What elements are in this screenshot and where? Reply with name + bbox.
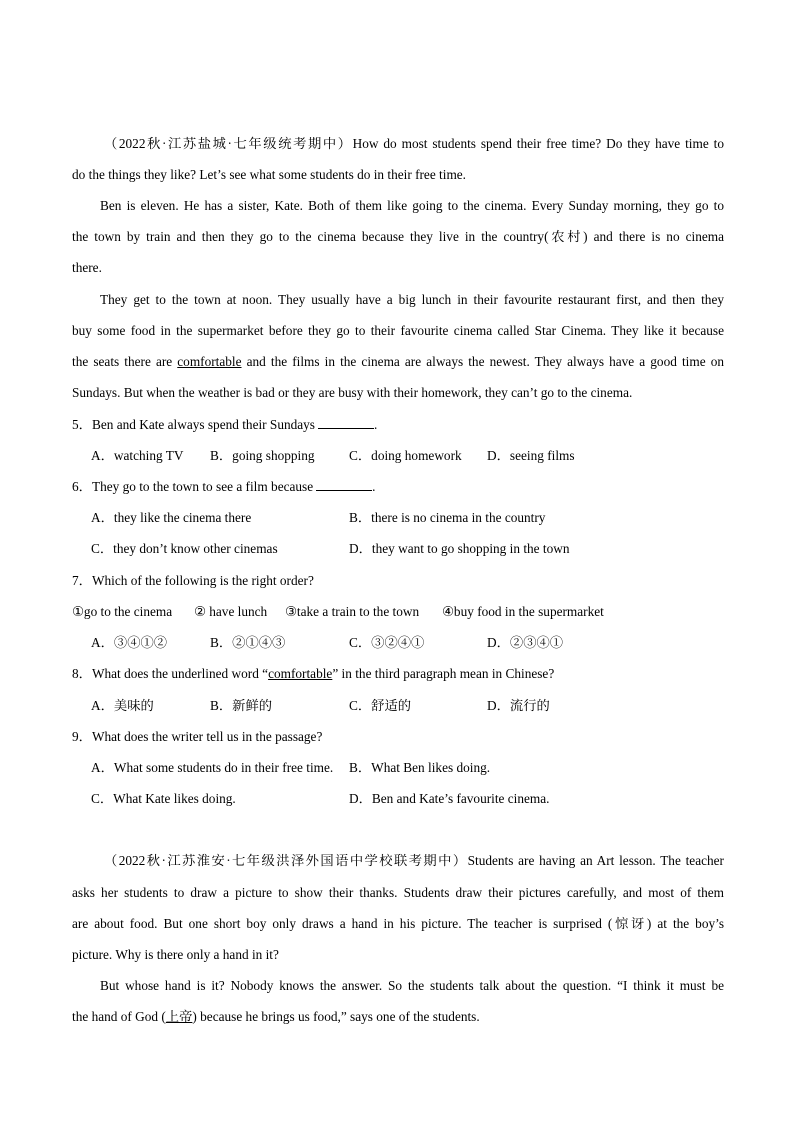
answer-blank (316, 479, 372, 491)
q5-option-a[interactable]: A．watching TV (91, 448, 184, 463)
passage1-line: do the things they like? Let’s see what some students do in their free time. (72, 167, 467, 182)
passage1-line: Sundays. But when the weather is bad or they are busy with their homework, they can’t go to the cinema. (72, 385, 633, 400)
q7-option-d[interactable]: D．②③④① (487, 635, 564, 650)
question-6: 6．They go to the town to see a film because . (72, 479, 376, 494)
q7-item: ④buy food in the supermarket (442, 604, 604, 619)
question-7: 7．Which of the following is the right order? (72, 573, 314, 588)
passage1-line: （2022秋·江苏盐城·七年级统考期中）How do most students spend their free time? Do they have time to (104, 136, 724, 151)
q7-item: ② have lunch (194, 604, 268, 619)
q5-option-c[interactable]: C．doing homework (349, 448, 462, 463)
q8-option-c[interactable]: C．舒适的 (349, 698, 412, 713)
question-5: 5．Ben and Kate always spend their Sundays . (72, 417, 378, 432)
underlined-word: 上帝 (165, 1009, 193, 1024)
q5-option-d[interactable]: D．seeing films (487, 448, 575, 463)
q7-item: ①go to the cinema (72, 604, 173, 619)
q7-option-c[interactable]: C．③②④① (349, 635, 425, 650)
passage1-line: Ben is eleven. He has a sister, Kate. Both of them like going to the cinema. Every Sunday morning, they go to (100, 198, 724, 213)
underlined-word: comfortable (268, 666, 333, 681)
q6-option-d[interactable]: D．they want to go shopping in the town (349, 541, 570, 556)
answer-blank (318, 417, 374, 429)
passage2-line: But whose hand is it? Nobody knows the answer. So the students talk about the question. “I think it must be (100, 978, 724, 993)
q6-option-a[interactable]: A．they like the cinema there (91, 510, 252, 525)
passage1-line: there. (72, 260, 102, 275)
question-8: 8．What does the underlined word “comfortable” in the third paragraph mean in Chinese? (72, 666, 555, 681)
q6-option-c[interactable]: C．they don’t know other cinemas (91, 541, 278, 556)
q9-option-a[interactable]: A．What some students do in their free time. (91, 760, 334, 775)
q9-option-c[interactable]: C．What Kate likes doing. (91, 791, 236, 806)
question-9: 9．What does the writer tell us in the passage? (72, 729, 323, 744)
q5-option-b[interactable]: B．going shopping (210, 448, 315, 463)
passage1-line: the seats there are comfortable and the films in the cinema are always the newest. They always have a good time on (72, 354, 724, 369)
q8-option-d[interactable]: D．流行的 (487, 698, 550, 713)
q8-option-a[interactable]: A．美味的 (91, 698, 154, 713)
underlined-word: comfortable (177, 354, 242, 369)
passage2-line: asks her students to draw a picture to show their thanks. Students draw their pictures carefully, and most of them (72, 885, 724, 900)
q7-option-a[interactable]: A．③④①② (91, 635, 168, 650)
passage1-line: the town by train and then they go to the cinema because they live in the country(农村) and there is no cinema (72, 229, 724, 244)
passage2-line: picture. Why is there only a hand in it? (72, 947, 279, 962)
q9-option-d[interactable]: D．Ben and Kate’s favourite cinema. (349, 791, 550, 806)
q7-item: ③take a train to the town (285, 604, 420, 619)
passage2-line: （2022秋·江苏淮安·七年级洪泽外国语中学校联考期中）Students are having an Art lesson. The teacher (104, 853, 724, 868)
q6-option-b[interactable]: B．there is no cinema in the country (349, 510, 546, 525)
passage2-line: the hand of God (上帝) because he brings us food,” says one of the students. (72, 1009, 480, 1024)
q9-option-b[interactable]: B．What Ben likes doing. (349, 760, 491, 775)
passage1-line: They get to the town at noon. They usually have a big lunch in their favourite restaurant first, and then they (100, 292, 724, 307)
passage2-line: are about food. But one short boy only draws a hand in his picture. The teacher is surprised (惊讶) at the boy’s (72, 916, 724, 931)
q7-option-b[interactable]: B．②①④③ (210, 635, 286, 650)
q8-option-b[interactable]: B．新鲜的 (210, 698, 273, 713)
passage1-line: buy some food in the supermarket before they go to their favourite cinema called Star Cinema. They like it because (72, 323, 724, 338)
